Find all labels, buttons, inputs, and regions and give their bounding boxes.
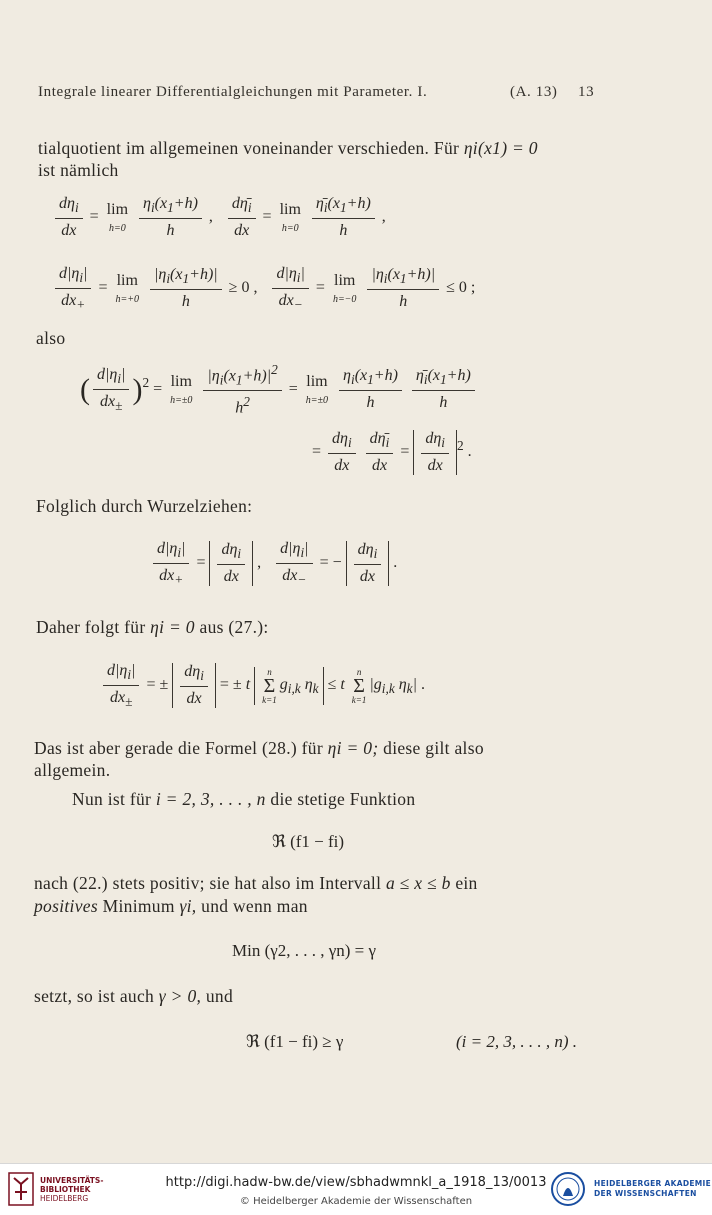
paragraph-line bbox=[36, 617, 269, 638]
text-run: Daher folgt für bbox=[36, 617, 146, 637]
equation-sum: $\frac{d|\eta_i|}{dx_\pm}$ = ± $\frac{d\eta_i}{dx}$ = ± t n Σ k=1 $g_{i,k}$ $\eta_k \le t$ n Σ k=1 $|g_{i,k}$ $\eta_k|$ . bbox=[100, 662, 425, 709]
paragraph-line bbox=[72, 789, 415, 810]
text-run: setzt, so ist auch bbox=[34, 986, 155, 1006]
equation-square: ( $\frac{d|\eta_i|}{dx_\pm}$ )$^2$ = lim h=±0 $\frac{|\eta_i(x_1+h)|^2}{h^2}$ = lim h=±0 $\frac{\eta_i(x_1+h)}{h}$ $\frac{\etā_i(x_1+h)}{h}$ bbox=[80, 362, 478, 418]
text-run: Das ist aber gerade die Formel (28.) für bbox=[34, 738, 323, 758]
permalink-url[interactable]: http://digi.hadw-bw.de/view/sbhadwmnkl_a_1918_13/0013 bbox=[165, 1175, 547, 1190]
equation-square-cont: = $\frac{d\eta_i}{dx}$ $\frac{d\etā_i}{dx}$ = $\frac{d\eta_i}{dx}$ $^2$ . bbox=[312, 430, 472, 474]
paragraph-line: allgemein. bbox=[34, 760, 111, 780]
paragraph-line bbox=[38, 138, 538, 159]
academy-seal-icon bbox=[550, 1170, 586, 1208]
text-run: nach (22.) stets positiv; sie hat also im Intervall bbox=[34, 873, 382, 893]
paragraph-line: ist nämlich bbox=[38, 160, 119, 180]
copyright-notice: © Heidelberger Akademie der Wissenschaften bbox=[239, 1196, 473, 1207]
viewer-footer bbox=[0, 1163, 712, 1215]
inline-formula: ηi(x1) = 0 bbox=[463, 138, 538, 158]
equation-final-range: (i = 2, 3, . . . , n) . bbox=[456, 1032, 578, 1051]
running-head-ref: (A. 13) bbox=[510, 84, 558, 100]
paragraph-line bbox=[34, 873, 478, 894]
logo-text: HEIDELBERG bbox=[40, 1194, 89, 1203]
inline-formula: γi, bbox=[179, 896, 197, 916]
running-head-title: Integrale linearer Differentialgleichungen mit Parameter. I. bbox=[38, 84, 428, 100]
paragraph-line: Folglich durch Wurzelziehen: bbox=[36, 496, 253, 516]
logo-text: HEIDELBERGER AKADEMIE bbox=[594, 1179, 712, 1188]
text-run: diese gilt also bbox=[383, 738, 484, 758]
logo-text: BIBLIOTHEK bbox=[40, 1185, 91, 1194]
inline-formula: ηi = 0 bbox=[150, 617, 195, 637]
italic-word: positives bbox=[34, 896, 98, 916]
academy-name bbox=[594, 1179, 711, 1199]
logo-text: UNIVERSITÄTS- bbox=[40, 1176, 104, 1185]
equation-derivatives: $\frac{d\eta_i}{dx}$ = lim h=0 $\frac{\eta_i(x_1+h)}{h}$ , $\frac{d\etā_i}{dx}$ = lim h=0 $\frac{\etā_i(x_1+h)}{h}$ , bbox=[52, 195, 386, 240]
equation-final: ℜ (f1 − fi) ≥ γ bbox=[246, 1032, 344, 1051]
text-run: und bbox=[205, 986, 234, 1006]
inline-formula: γ > 0, bbox=[158, 986, 202, 1006]
inline-formula: i = 2, 3, . . . , n bbox=[155, 789, 266, 809]
text-run: die stetige Funktion bbox=[270, 789, 416, 809]
equation-abs-derivatives: $\frac{d|\eta_i|}{dx_+}$ = lim h=+0 $\frac{|\eta_i(x_1+h)|}{h}$ ≥ 0 , $\frac{d|\eta_i|}{dx_-}$ = lim h=−0 $\frac{|\eta_i(x_1+h)|}{h}$ ≤ 0 ; bbox=[52, 265, 475, 312]
inline-formula: ηi = 0; bbox=[327, 738, 379, 758]
paragraph-line bbox=[34, 896, 308, 917]
paragraph-line bbox=[34, 738, 484, 759]
equation-min: Min (γ2, . . . , γn) = γ bbox=[232, 941, 377, 960]
page-number: 13 bbox=[578, 84, 595, 100]
paragraph-line: also bbox=[36, 328, 66, 348]
paragraph-line bbox=[34, 986, 233, 1007]
text-run: und wenn man bbox=[201, 896, 308, 916]
text-run: Minimum bbox=[102, 896, 175, 916]
inline-formula: a ≤ x ≤ b bbox=[385, 873, 451, 893]
equation-real-part: ℜ (f1 − fi) bbox=[272, 832, 345, 851]
text-run: aus (27.): bbox=[199, 617, 269, 637]
equation-root: $\frac{d|\eta_i|}{dx_+}$ = $\frac{d\eta_i}{dx}$ , $\frac{d|\eta_i|}{dx_-}$ = − $\frac{d\eta_i}{dx}$ . bbox=[150, 540, 397, 587]
text-run: ein bbox=[455, 873, 478, 893]
logo-text: DER WISSENSCHAFTEN bbox=[594, 1189, 697, 1198]
text-run: tialquotient im allgemeinen voneinander verschieden. Für bbox=[38, 138, 460, 158]
text-run: Nun ist für bbox=[72, 789, 152, 809]
